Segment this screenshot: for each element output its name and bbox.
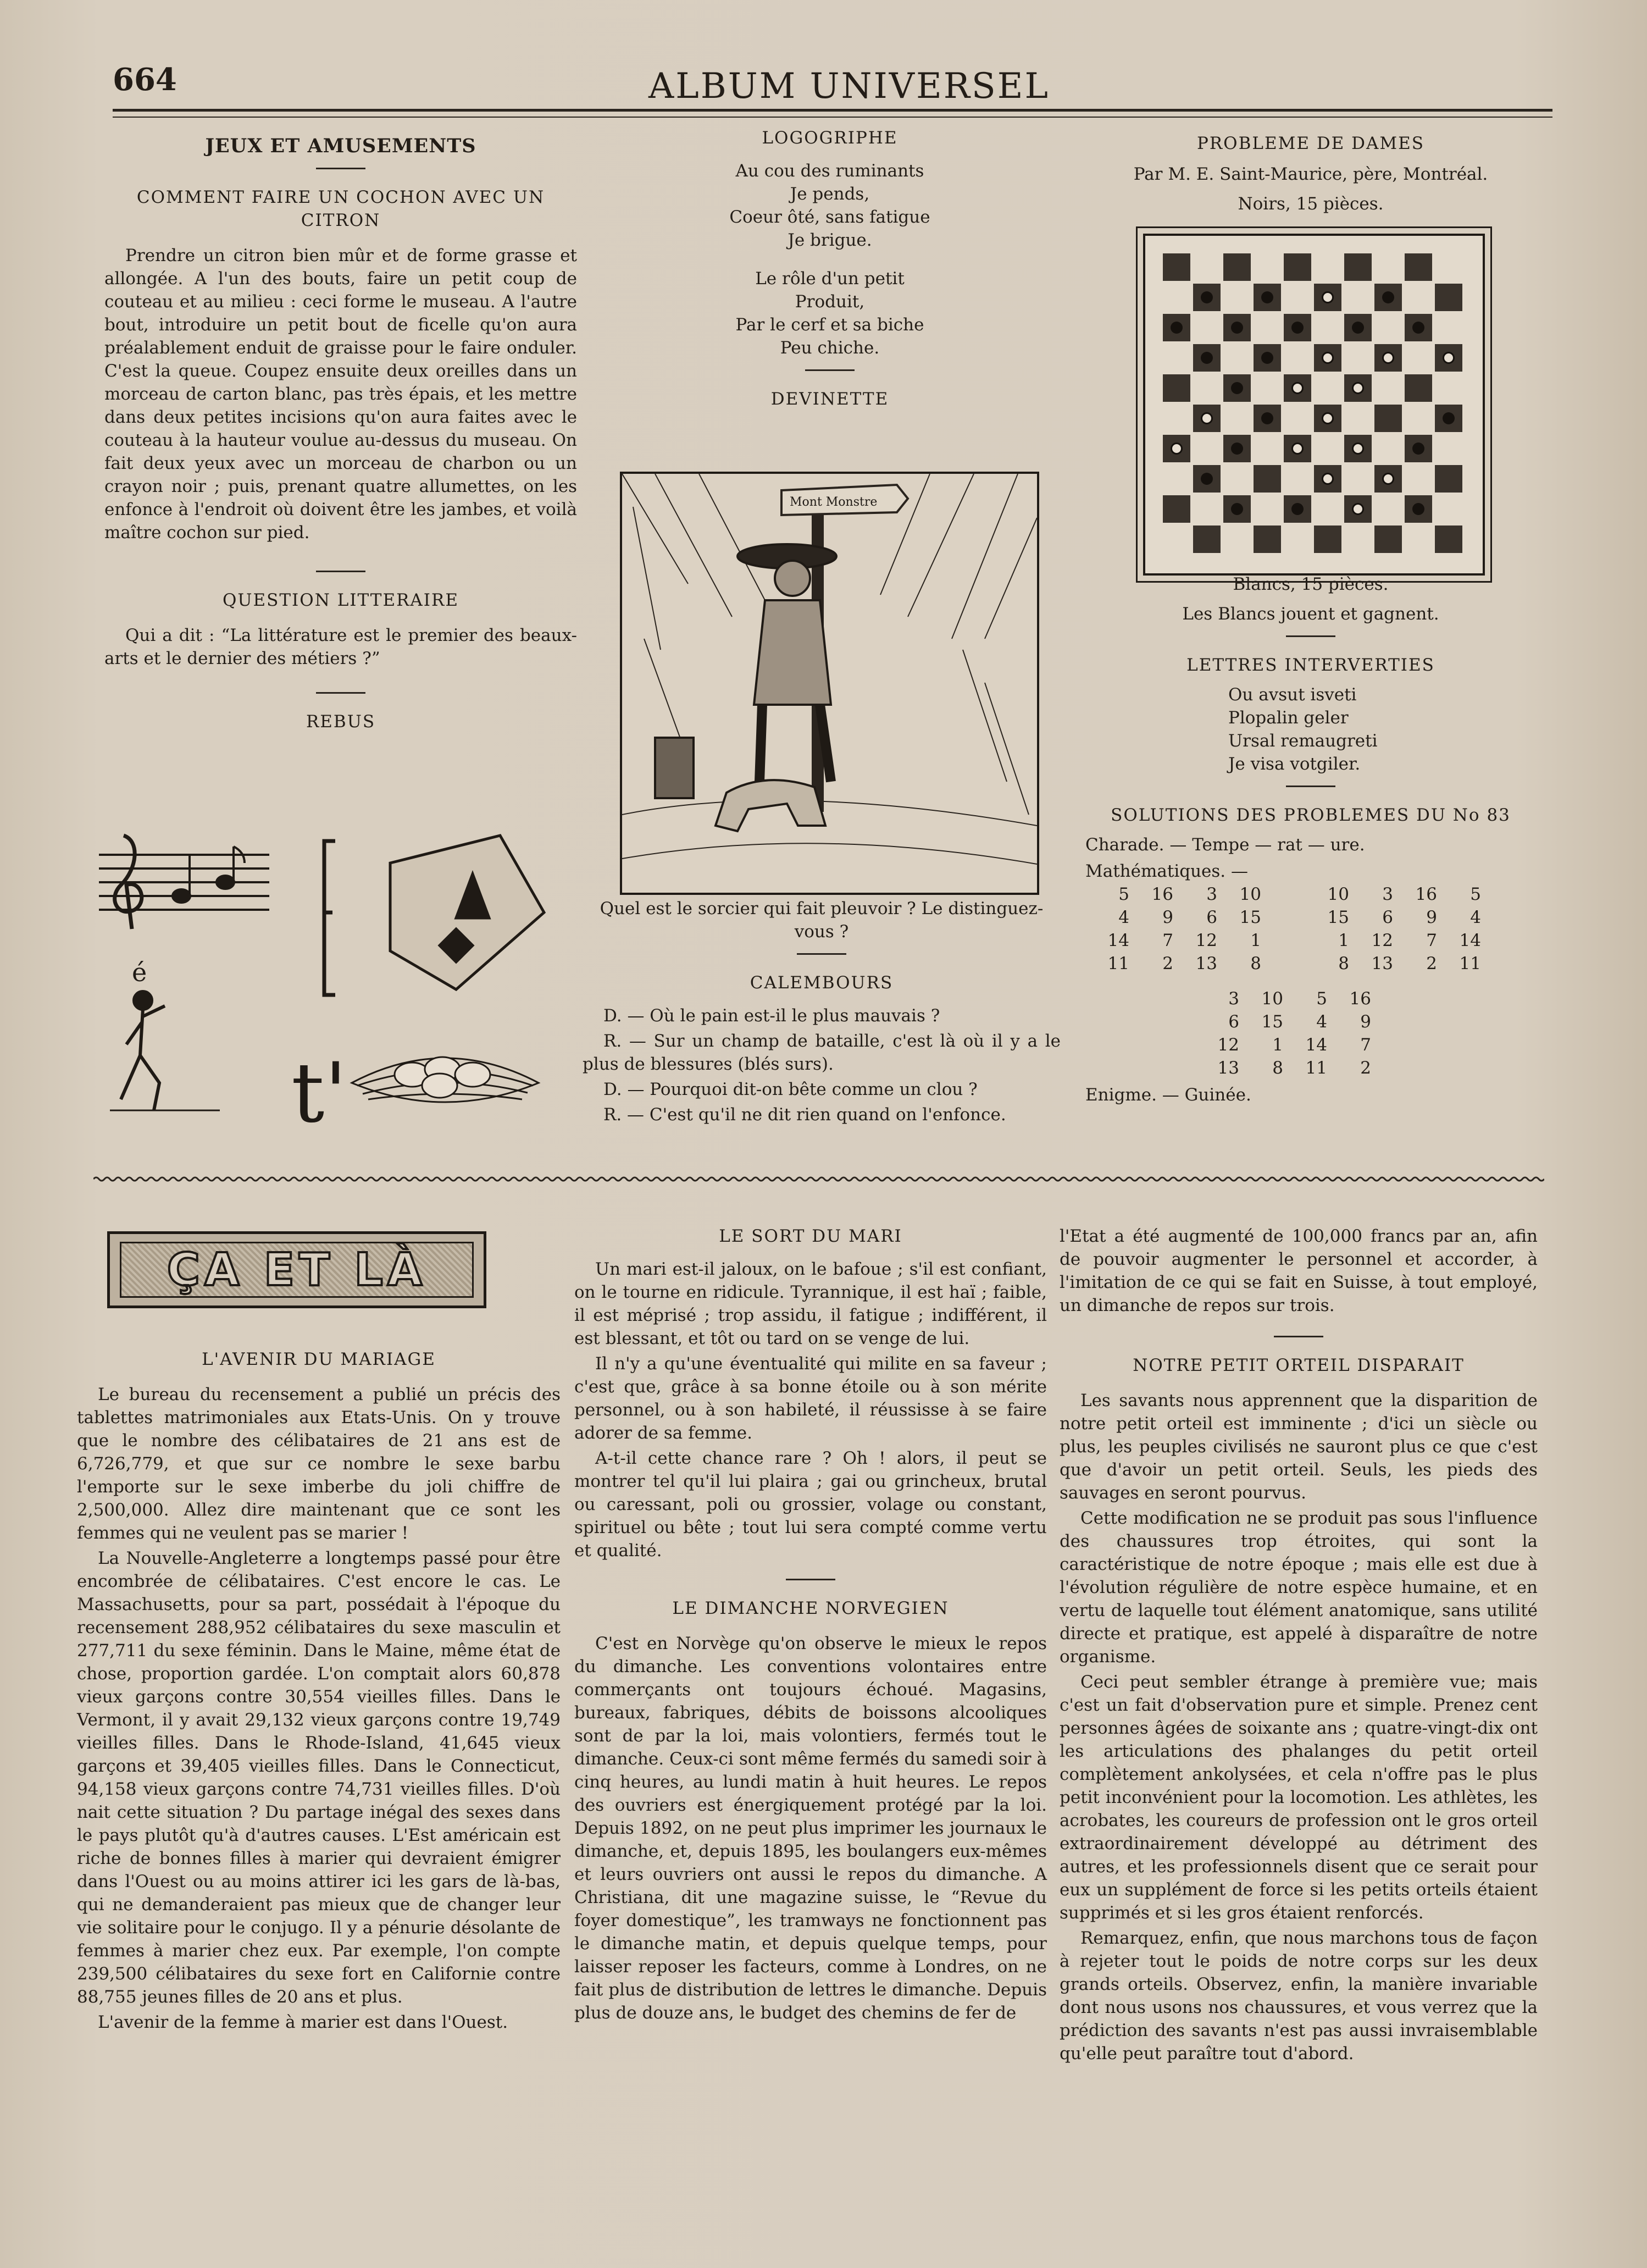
board-square <box>1193 495 1221 523</box>
logogriphe-stanza-1 <box>583 159 1077 252</box>
board-square <box>1254 525 1281 553</box>
checkers-board <box>1143 234 1485 576</box>
lettres-line: Ursal remaugreti <box>1228 731 1378 751</box>
white-piece <box>1352 382 1364 394</box>
board-square <box>1223 284 1251 311</box>
cochon-text: Prendre un citron bien mûr et de forme grasse et allongée. A l'un des bouts, faire un petit coup de couteau et au milieu : ceci forme le museau. A l'autre bout, introduire un petit bout de ficelle qu'on aura préalablement enduit de graisse pour le faire onduler. C'est la queue. Coupez ensuite deux oreilles dans un morceau de carton blanc, pas très épais, et les mettre dans deux petites incisions qu'on aura faites avec le couteau à la hauteur voulue au-dessus du museau. On fait deux yeux avec un morceau de charbon ou un crayon noir ; puis, prenant quatre allumettes, on les enfonce à l'endroit où doivent être les jambes, et voilà maître cochon sur pied. <box>104 246 577 543</box>
board-square <box>1193 374 1221 402</box>
board-square <box>1374 374 1402 402</box>
board-square <box>1405 465 1432 493</box>
sign-text: Mont Monstre <box>790 495 878 509</box>
board-square <box>1254 435 1281 462</box>
solutions-charade: Charade. — Tempe — rat — ure. <box>1085 835 1365 855</box>
white-piece <box>1382 473 1394 485</box>
board-square <box>1163 374 1190 402</box>
dames-footer <box>1085 573 1536 1158</box>
avenir-title: L'AVENIR DU MARIAGE <box>202 1349 436 1369</box>
black-piece <box>1201 291 1213 303</box>
separator <box>797 953 846 955</box>
board-square <box>1435 253 1462 281</box>
calembour-line: D. — Où le pain est-il le plus mauvais ? <box>603 1006 940 1026</box>
board-square <box>1284 253 1311 281</box>
board-square <box>1163 495 1190 523</box>
white-piece <box>1291 442 1304 455</box>
separator <box>1286 635 1335 637</box>
verse-line: Le rôle d'un petit <box>755 269 905 289</box>
board-square <box>1405 344 1432 372</box>
sorcier-drawing <box>622 474 1037 893</box>
wavy-rule <box>93 1175 1544 1183</box>
board-square <box>1254 253 1281 281</box>
verse-line: Au cou des ruminants <box>735 161 924 181</box>
board-square <box>1314 253 1341 281</box>
orteil-p4: Remarquez, enfin, que nous marchons tous de façon à rejeter tout le poids de notre corps sur les deux grands orteils. Observez, enfin, la manière invariable dont nous usons nos chaussures, et vous verrez que la prédiction des savants n'est pas aussi invraisemblable qu'elle peut paraître tout d'abord. <box>1060 1928 1538 2064</box>
board-square <box>1314 435 1341 462</box>
board-square <box>1405 253 1432 281</box>
lettres-line: Je visa votgiler. <box>1228 754 1361 774</box>
calembours-list <box>583 1004 1061 1126</box>
jeux-column <box>104 135 577 733</box>
dames-blancs: Blancs, 15 pièces. <box>1233 574 1389 594</box>
avenir-p3: L'avenir de la femme à marier est dans l'Ouest. <box>98 2012 508 2032</box>
header-rule-thin <box>113 117 1552 118</box>
avenir-p2: La Nouvelle-Angleterre a longtemps passé pour être encombrée de célibataires. C'est encore le cas. Le Massachusetts, pour sa part, possédait à l'époque du recensement 288,952 célibataires du sexe masculin et 277,711 du sexe féminin. Dans le Maine, même état de chose, proportion gardée. L'on comptait alors 60,878 vieux garçons contre 30,554 vieilles filles. Dans le Vermont, il y avait 29,132 vieux garçons contre 19,749 vieilles filles. Dans le Rhode-Island, 41,645 vieux garçons et 39,405 vieilles filles. Dans le Connecticut, 94,158 vieux garçons contre 74,731 vieilles filles. D'où nait cette situation ? Du partage inégal des sexes dans le pays plutôt qu'à d'autres causes. L'Est américain est riche de bonnes filles à marier qui devraient émigrer dans l'Ouest ou au moins attirer ici les gars de là-bas, qui ne demanderaient pas mieux que de changer leur vie solitaire pour le conjugo. Il y a pénurie désolante de femmes à marier chez eux. Par exemple, l'on compte 239,500 célibataires du sexe fort en Californie contre 88,755 jeunes filles de 20 ans et plus. <box>77 1548 561 2007</box>
question-title: QUESTION LITTERAIRE <box>222 590 459 610</box>
board-square <box>1163 405 1190 432</box>
devinette-caption: Quel est le sorcier qui fait pleuvoir ? Le distinguez-vous ? <box>600 899 1044 942</box>
board-square <box>1405 525 1432 553</box>
cochon-title: COMMENT FAIRE UN COCHON AVEC UN CITRON <box>136 187 545 230</box>
runner-icon <box>110 992 220 1110</box>
sort-p1: Un mari est-il jaloux, on le bafoue ; s'il est confiant, on le tourne en ridicule. Tyrannique, il est haï ; faible, il est méprisé ; trop assidu, il fatigue ; indifférent, il est blessant, et tôt ou tard on se venge de lui. <box>574 1259 1047 1348</box>
board-square <box>1223 253 1251 281</box>
white-piece <box>1322 352 1334 364</box>
board-square <box>1314 314 1341 341</box>
barrel-icon <box>655 738 694 798</box>
white-piece <box>1322 412 1334 424</box>
orteil-title: NOTRE PETIT ORTEIL DISPARAIT <box>1133 1356 1465 1375</box>
board-square <box>1193 314 1221 341</box>
lettres-list <box>1228 683 1536 776</box>
board-square <box>1344 405 1372 432</box>
black-piece <box>1231 503 1243 515</box>
board-square <box>1284 284 1311 311</box>
board-square <box>1163 465 1190 493</box>
black-piece <box>1412 442 1424 455</box>
white-piece <box>1322 291 1334 303</box>
nest-icon <box>352 1057 539 1102</box>
header-rule <box>113 109 1552 112</box>
masthead: ALBUM UNIVERSEL <box>648 66 1050 107</box>
board-square <box>1193 435 1221 462</box>
white-piece <box>1443 352 1455 364</box>
board-square <box>1254 465 1281 493</box>
lettres-line: Ou avsut isveti <box>1228 685 1357 705</box>
black-piece <box>1412 322 1424 334</box>
verse-line: Produit, <box>795 292 865 312</box>
board-square <box>1223 405 1251 432</box>
dames-header <box>1085 132 1536 215</box>
separator <box>316 692 365 694</box>
logogriphe-title: LOGOGRIPHE <box>762 128 898 148</box>
board-square <box>1374 314 1402 341</box>
white-piece <box>1291 382 1304 394</box>
dimanche-title: LE DIMANCHE NORVEGIEN <box>672 1598 949 1618</box>
rebus-t-letter: t' <box>291 1046 347 1138</box>
white-piece <box>1352 503 1364 515</box>
lettres-title: LETTRES INTERVERTIES <box>1186 655 1435 675</box>
board-square <box>1435 435 1462 462</box>
black-piece <box>1412 503 1424 515</box>
black-piece <box>1231 442 1243 455</box>
music-staff-icon <box>99 836 269 929</box>
jeux-title: JEUX ET AMUSEMENTS <box>205 135 476 157</box>
verse-line: Coeur ôté, sans fatigue <box>729 207 930 227</box>
board-square <box>1435 314 1462 341</box>
sort-column <box>574 1225 1047 2027</box>
black-piece <box>1443 412 1455 424</box>
board-square <box>1223 344 1251 372</box>
white-piece <box>1382 352 1394 364</box>
dimanche-continued: l'Etat a été augmenté de 100,000 francs par an, afin de pouvoir augmenter le personnel et accorder, à l'imitation de ce qui se fait en Suisse, à tout employé, un dimanche de repos sur trois. <box>1060 1226 1538 1315</box>
black-piece <box>1261 291 1273 303</box>
white-piece <box>1352 442 1364 455</box>
board-square <box>1344 525 1372 553</box>
separator <box>786 1579 835 1580</box>
calembour-line: R. — Sur un champ de bataille, c'est là où il y a le plus de blessures (blés surs). <box>583 1031 1061 1074</box>
card-icon <box>390 836 544 989</box>
board-square <box>1405 374 1432 402</box>
verse-line: Peu chiche. <box>780 338 880 358</box>
sort-title: LE SORT DU MARI <box>719 1226 902 1246</box>
black-piece <box>1201 473 1213 485</box>
devinette-title: DEVINETTE <box>770 389 889 409</box>
magic-square-1: 5 16 3 10 4 9 6 15 14 7 12 1 11 2 13 8 <box>1107 884 1261 973</box>
white-piece <box>1201 412 1213 424</box>
sort-p3: A-t-il cette chance rare ? Oh ! alors, il peut se montrer tel qu'il lui plaira ; gai ou grincheux, brutal ou caressant, poli ou grossier, volage ou constant, spirituel ou bête ; tout lui sera compté comme vertu et qualité. <box>574 1448 1047 1561</box>
black-piece <box>1382 291 1394 303</box>
verse-line: Je pends, <box>790 184 870 204</box>
separator <box>316 168 365 169</box>
board-square <box>1344 344 1372 372</box>
board-square <box>1284 465 1311 493</box>
avenir-p1: Le bureau du recensement a publié un précis des tablettes matrimoniales aux Etats-Unis. On y trouve que le nombre des célibataires de 21 ans est de 6,726,779, et que sur ce nombre le sexe barbu l'emporte sur le sexe imberbe du joli chiffre de 2,500,000. Allez dire maintenant que ce sont les femmes qui ne veulent pas se marier ! <box>77 1385 561 1543</box>
black-piece <box>1231 322 1243 334</box>
board-square <box>1344 465 1372 493</box>
separator <box>1274 1336 1323 1337</box>
board-square <box>1344 253 1372 281</box>
board-square <box>1193 525 1221 553</box>
solutions-title: SOLUTIONS DES PROBLEMES DU No 83 <box>1111 805 1511 825</box>
dames-noirs: Noirs, 15 pièces. <box>1238 194 1384 214</box>
board-square <box>1314 495 1341 523</box>
calembour-line: R. — C'est qu'il ne dit rien quand on l'enfonce. <box>603 1105 1006 1125</box>
black-piece <box>1201 352 1213 364</box>
board-square <box>1163 344 1190 372</box>
question-text: Qui a dit : “La littérature est le premier des beaux-arts et le dernier des métiers ?” <box>104 626 577 668</box>
black-piece <box>1352 322 1364 334</box>
logogriphe-stanza-2 <box>583 267 1077 359</box>
black-piece <box>1291 322 1304 334</box>
magic-square-3: 3 10 5 16 6 15 4 9 12 1 14 7 13 8 11 2 <box>1217 989 1371 1078</box>
black-piece <box>1231 382 1243 394</box>
board-square <box>1374 525 1402 553</box>
dimanche-p1: C'est en Norvège qu'on observe le mieux le repos du dimanche. Les conventions volontaires entre commerçants ont toujours échoué. Magasins, bureaux, fabriques, débits de boissons alcooliques sont de par la loi, mais volontiers, fermés tout le dimanche. Ceux-ci sont même fermés du samedi soir à cinq heures, au lundi matin à huit heures. Le repos des ouvriers est énergiquement protégé par la loi. Depuis 1892, on ne peut plus imprimer les journaux le dimanche, et, depuis 1895, les boulangers eux-mêmes et leurs ouvriers ont aussi le repos du dimanche. A Christiana, dit une magazine suisse, le “Revue du foyer domestique”, les tramways ne fonctionnent pas le dimanche matin, et depuis quelque temps, pour laisser reposer les facteurs, comme à Londres, on ne fait plus de distribution de lettres le dimanche. Depuis plus de douze ans, le budget des chemins de fer de <box>574 1634 1047 2023</box>
board-square <box>1435 374 1462 402</box>
board-square <box>1374 495 1402 523</box>
avenir-column <box>77 1348 561 2036</box>
verse-line: Par le cerf et sa biche <box>735 315 924 335</box>
sort-p2: Il n'y a qu'une éventualité qui milite en sa faveur ; c'est que, grâce à sa bonne étoile ou à son mérite personnel, ou à son habileté, il réussisse à se faire adorer de sa femme. <box>574 1354 1047 1443</box>
board-square <box>1284 344 1311 372</box>
orteil-p1: Les savants nous apprennent que la disparition de notre petit orteil est imminente ; d'ici un siècle ou plus, les peuples civilisés ne sauront plus ce que c'est que d'avoir un petit orteil. Seuls, les pieds des sauvages en seront pourvus. <box>1060 1391 1538 1503</box>
orteil-p3: Ceci peut sembler étrange à première vue; mais c'est un fait d'observation pure et simple. Prenez cent personnes âgées de soixante ans ; quatre-vingt-dix ont les articulations des phalanges du petit orteil complètement ankolysées, et cela n'offre pas le plus petit inconvénient pour la locomotion. Les athlètes, les acrobates, les coureurs de profession ont le gros orteil extraordinairement développé au détriment des autres, et les professionnels disent que ce serait pour eux un supplément de force si les petits orteils étaient supprimés et si les gros étaient renforcés. <box>1060 1672 1538 1923</box>
separator <box>805 369 855 371</box>
board-square <box>1163 284 1190 311</box>
calembour-line: D. — Pourquoi dit-on bête comme un clou ? <box>603 1080 978 1099</box>
black-piece <box>1171 322 1183 334</box>
board-square <box>1405 405 1432 432</box>
page-number: 664 <box>113 62 177 98</box>
board-square <box>1254 374 1281 402</box>
board-square <box>1405 284 1432 311</box>
black-piece <box>1261 412 1273 424</box>
lettres-line: Plopalin geler <box>1228 708 1349 728</box>
dames-note: Les Blancs jouent et gagnent. <box>1182 604 1439 624</box>
separator <box>316 571 365 572</box>
solutions-enigme: Enigme. — Guinée. <box>1085 1085 1251 1105</box>
dames-author: Par M. E. Saint-Maurice, père, Montréal. <box>1133 164 1488 184</box>
black-piece <box>1261 352 1273 364</box>
verse-line: Je brigue. <box>788 230 872 250</box>
logogriphe-column <box>583 126 1077 411</box>
board-square <box>1193 253 1221 281</box>
board-square <box>1284 525 1311 553</box>
calembours-title: CALEMBOURS <box>750 973 894 993</box>
rebus-title: REBUS <box>306 712 376 732</box>
rebus-e-letter: é <box>132 958 147 987</box>
dames-title: PROBLEME DE DAMES <box>1196 134 1425 153</box>
black-piece <box>1291 503 1304 515</box>
magic-square-2: 10 3 16 5 15 6 9 4 1 12 7 14 8 13 2 11 <box>1327 884 1481 973</box>
board-square <box>1314 525 1341 553</box>
board-square <box>1344 284 1372 311</box>
board-square <box>1435 495 1462 523</box>
rebus-image <box>93 825 566 1138</box>
board-square <box>1223 525 1251 553</box>
board-square <box>1374 253 1402 281</box>
board-square <box>1163 525 1190 553</box>
board-square <box>1435 525 1462 553</box>
bracket-icon <box>324 841 335 995</box>
board-square <box>1223 465 1251 493</box>
solutions-math: Mathématiques. — <box>1085 861 1249 881</box>
board-square <box>1435 465 1462 493</box>
board-square <box>1254 495 1281 523</box>
board-square <box>1374 435 1402 462</box>
white-piece <box>1322 473 1334 485</box>
dog-icon <box>716 780 825 831</box>
board-square <box>1284 405 1311 432</box>
board-square <box>1435 284 1462 311</box>
board-square <box>1374 405 1402 432</box>
magic-squares <box>1085 883 1536 1158</box>
board-square <box>1163 253 1190 281</box>
devinette-illustration <box>620 472 1039 895</box>
ca-et-la-title: ÇA ET LÀ <box>167 1244 427 1296</box>
board-square <box>1314 374 1341 402</box>
orteil-p2: Cette modification ne se produit pas sous l'influence des chaussures trop étroites, qui sont la caractéristique de notre époque ; mais elle est due à l'évolution régulière de notre espèce humaine, et en vertu de laquelle tout élément anatomique, sans utilité directe et pratique, est appelé à disparaître de notre organisme. <box>1060 1508 1538 1667</box>
white-piece <box>1171 442 1183 455</box>
orteil-column <box>1060 1225 1538 2067</box>
board-square <box>1254 314 1281 341</box>
separator <box>1286 785 1335 787</box>
ca-et-la-banner <box>107 1231 486 1308</box>
devinette-caption-block <box>583 897 1061 1129</box>
